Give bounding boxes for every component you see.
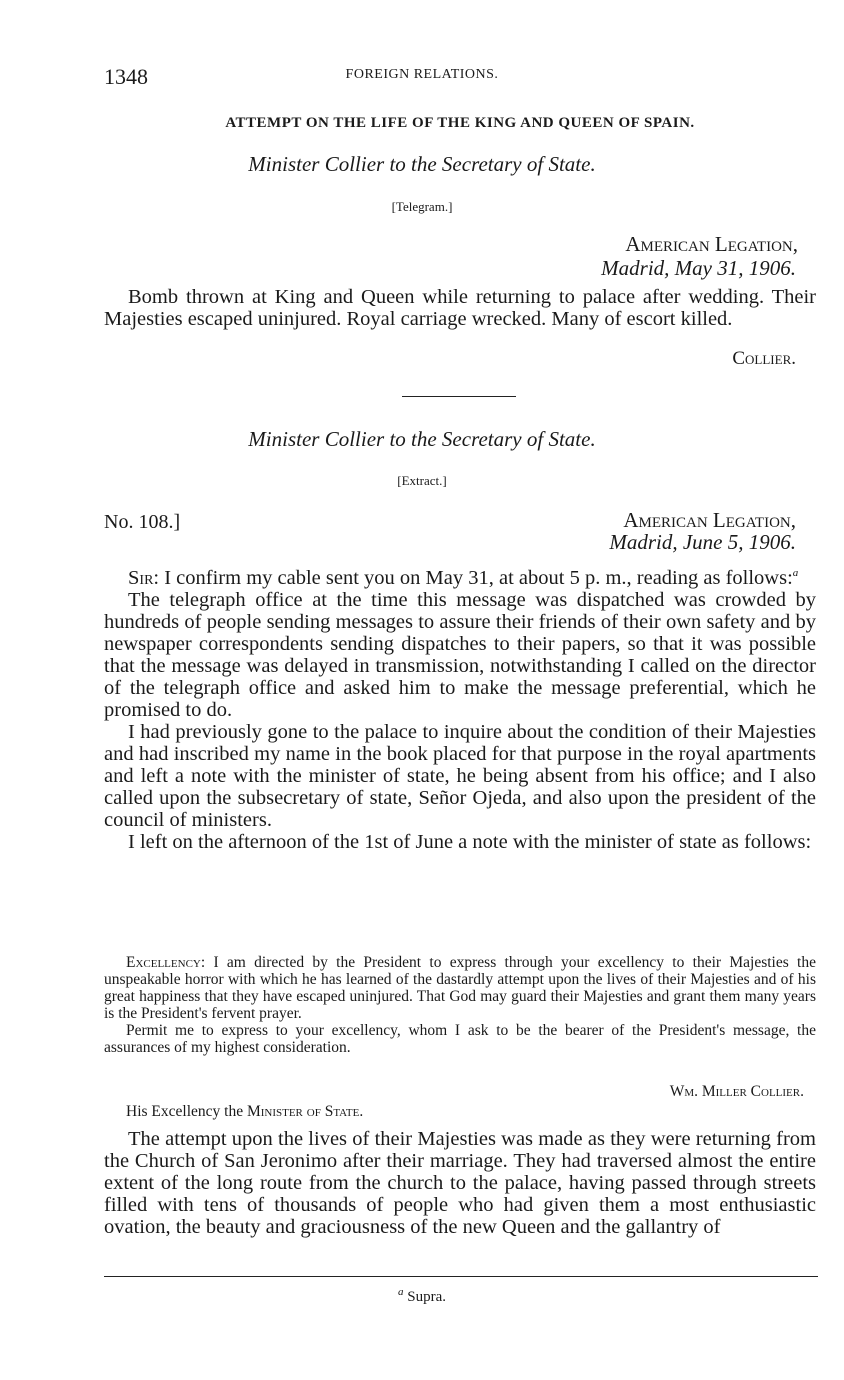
dispatch-place: American Legation, — [623, 508, 796, 532]
footnote-mark: a — [398, 1286, 404, 1298]
footnote-reference: a — [792, 567, 799, 579]
note-salutation: Excellency: — [126, 954, 206, 971]
telegram-place: American Legation, — [625, 232, 798, 256]
telegram-body — [104, 286, 816, 330]
note-paragraph-1 — [104, 954, 816, 1022]
telegram-type: [Telegram.] — [391, 199, 453, 214]
salutation: Sir: — [128, 566, 160, 589]
note-paragraph-1-text: I am directed by the President to express through your excellency to their Majesties the unspeakable horror with which he has learned of the dastardly attempt upon the lives of their Majesties and of his great happiness that they have escaped uninjured. That God may guard their Majesties and grant them many years is the President's fervent prayer. — [104, 954, 816, 1022]
page-number: 1348 — [104, 64, 148, 89]
note-signature: Wm. Miller Collier. — [669, 1083, 804, 1100]
telegram-dateline: Madrid, May 31, 1906. — [601, 256, 796, 280]
telegram-signature: Collier. — [732, 348, 796, 369]
telegram-heading: Minister Collier to the Secretary of State. — [248, 152, 596, 176]
footnote-rule — [104, 1276, 818, 1277]
dispatch-type: [Extract.] — [397, 473, 447, 488]
dispatch-paragraph-3: I had previously gone to the palace to inquire about the condition of their Majesties and had inscribed my name in the book placed for that purpose in the royal apartments and left a note with the minister of state, he being absent from his office; and I also called upon the subsecretary of state, Señor Ojeda, and also upon the president of the council of ministers. — [104, 720, 816, 831]
footnote-text: Supra. — [403, 1289, 446, 1305]
dispatch-dateline: Madrid, June 5, 1906. — [609, 530, 796, 554]
telegram-body-text: Bomb thrown at King and Queen while returning to palace after wedding. Their Majesties escaped uninjured. Royal carriage wrecked. Many of escort killed. — [104, 286, 816, 330]
closing-body — [104, 1128, 816, 1238]
note-addressee — [126, 1103, 363, 1121]
running-head: FOREIGN RELATIONS. — [345, 67, 499, 82]
dispatch-paragraph-2: The telegraph office at the time this message was dispatched was crowded by hundreds of people sending messages to assure their friends of their own safety and by newspaper correspondents sending dispatches to their papers, so that it was possible that the message was delayed in transmission, notwithstanding I called on the director of the telegraph office and asked him to make the message preferential, which he promised to do. — [104, 588, 816, 721]
dispatch-paragraph-4: I left on the afternoon of the 1st of June a note with the minister of state as follows: — [128, 830, 812, 853]
quoted-note — [104, 954, 816, 1056]
dispatch-number: No. 108.] — [104, 511, 181, 533]
note-paragraph-2: Permit me to express to your excellency, whom I ask to be the bearer of the President's message, the assurances of my highest consideration. — [104, 1022, 816, 1056]
paragraph-1-text: I confirm my cable sent you on May 31, at about 5 p. m., reading as follows: — [159, 566, 793, 589]
footnote — [0, 1286, 844, 1306]
section-divider — [402, 396, 516, 397]
dispatch-paragraph-1 — [104, 562, 816, 589]
dispatch-body — [104, 562, 816, 853]
addressee-title: Minister of State. — [246, 1103, 364, 1120]
dispatch-heading: Minister Collier to the Secretary of State. — [248, 427, 596, 451]
addressee-prefix: His Excellency the — [126, 1103, 247, 1120]
document-title: ATTEMPT ON THE LIFE OF THE KING AND QUEEN OF SPAIN. — [225, 115, 695, 131]
dispatch-paragraph-5: The attempt upon the lives of their Majesties was made as they were returning from the Church of San Jeronimo after their marriage. They had traversed almost the entire extent of the long route from the church to the palace, having passed through streets filled with tens of thousands of people who had given them a most enthusiastic ovation, the beauty and graciousness of the new Queen and the gallantry of — [104, 1128, 816, 1238]
